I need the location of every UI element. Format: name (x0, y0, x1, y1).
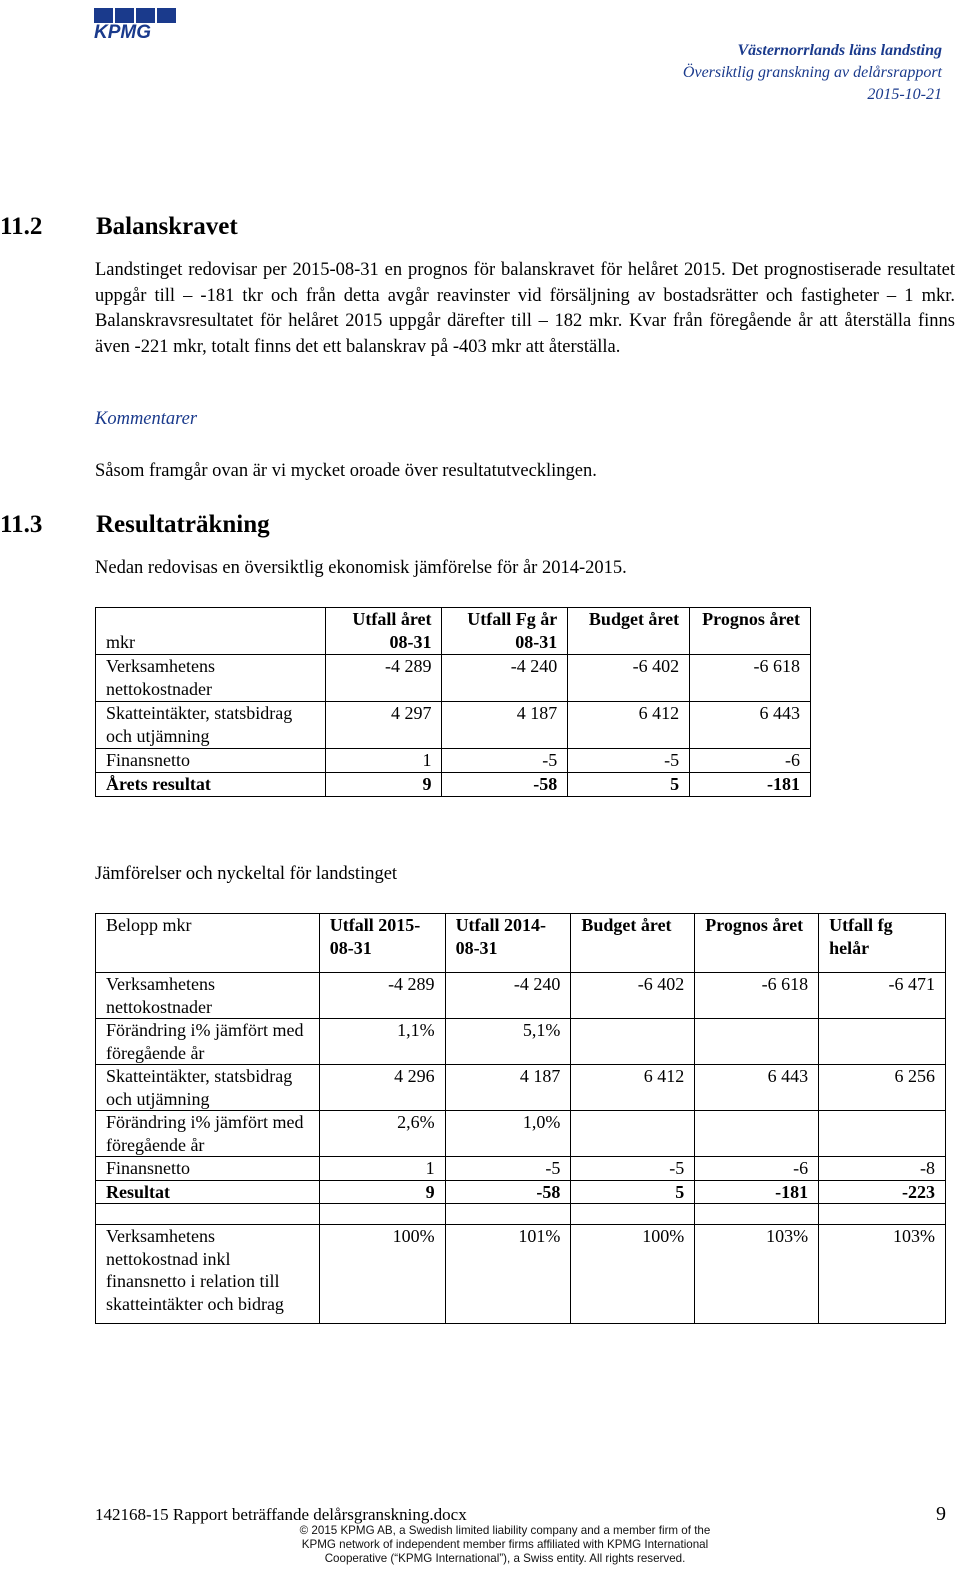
table-cell: -6 618 (695, 973, 819, 1019)
table-header-cell: Prognos året (690, 608, 811, 655)
table-cell: -5 (568, 749, 690, 773)
table-cell: 1,1% (319, 1019, 445, 1065)
row-label: Resultat (96, 1180, 320, 1204)
empty-cell (571, 1204, 695, 1225)
table-header-row (96, 914, 946, 973)
table-cell: 6 443 (690, 702, 811, 749)
table-cell: 1 (319, 1157, 445, 1181)
table-cell: -58 (445, 1180, 571, 1204)
document-header (683, 40, 942, 106)
table-cell: 5 (568, 773, 690, 797)
table-cell (571, 1111, 695, 1157)
row-label: Finansnetto (96, 749, 326, 773)
table-header-cell: Utfall året 08-31 (325, 608, 442, 655)
resultat-intro: Nedan redovisas en översiktlig ekonomisk jämförelse för år 2014-2015. (95, 558, 627, 578)
table-cell: -181 (695, 1180, 819, 1204)
table-header-cell: Utfall 2015-08-31 (319, 914, 445, 973)
table-row (96, 702, 811, 749)
table-cell: 4 296 (319, 1065, 445, 1111)
section-title-resultatrakning: Resultaträkning (96, 511, 270, 538)
table-cell (571, 1019, 695, 1065)
table-cell: -4 240 (445, 973, 571, 1019)
table-cell: -5 (442, 749, 568, 773)
nyckeltal-heading: Jämförelser och nyckeltal för landstinget (95, 864, 398, 884)
table-cell: -4 289 (325, 655, 442, 702)
balanskrav-paragraph: Landstinget redovisar per 2015-08-31 en prognos för balanskravet för helåret 2015. Det prognostiserade resultatet uppgår till – -181 tkr och från detta avgår reavinster vid försäljning av bostadsrätter och fastigheter – 1 mkr. Balanskravsresultatet för helåret 2015 uppgår därefter till – 182 mkr. Kvar från föregående år att återställa finns även -221 mkr, totalt finns det ett balanskrav på -403 mkr att återställa. (95, 260, 955, 357)
table-cell: 101% (445, 1225, 571, 1324)
table-cell: 1 (325, 749, 442, 773)
row-label: Årets resultat (96, 773, 326, 797)
table-cell: -8 (819, 1157, 946, 1181)
table-cell: 5 (571, 1180, 695, 1204)
table-spacer-row (96, 1204, 946, 1225)
section-number-11-2: 11.2 (0, 213, 43, 240)
row-label: Finansnetto (96, 1157, 320, 1181)
table-cell: 2,6% (319, 1111, 445, 1157)
table-cell: 6 412 (571, 1065, 695, 1111)
table-cell: 100% (571, 1225, 695, 1324)
table-cell: -6 402 (571, 973, 695, 1019)
svg-text:KPMG: KPMG (94, 22, 151, 40)
table-cell: -5 (571, 1157, 695, 1181)
header-date: 2015-10-21 (867, 86, 942, 103)
table-cell: 9 (325, 773, 442, 797)
section-number-11-3: 11.3 (0, 511, 43, 538)
row-label: Förändring i% jämfört med föregående år (96, 1111, 320, 1157)
table-header-row (96, 608, 811, 655)
table-cell (819, 1111, 946, 1157)
table-cell: -181 (690, 773, 811, 797)
table-row (96, 973, 946, 1019)
table-header-cell: Budget året (568, 608, 690, 655)
table-cell: -223 (819, 1180, 946, 1204)
table-cell: 4 187 (442, 702, 568, 749)
table-header-cell: Utfall fg helår (819, 914, 946, 973)
table-row (96, 1111, 946, 1157)
table-row (96, 749, 811, 773)
table-header-cell: Budget året (571, 914, 695, 973)
table-row-total (96, 1180, 946, 1204)
empty-cell (819, 1204, 946, 1225)
row-label: Verksamhetens nettokostnader (96, 655, 326, 702)
footer-document-name: 142168-15 Rapport beträffande delårsgranskning.docx (95, 1505, 467, 1524)
header-org: Västernorrlands läns landsting (737, 42, 942, 59)
page-number: 9 (936, 1503, 946, 1525)
table-header-cell: Prognos året (695, 914, 819, 973)
table-cell (695, 1019, 819, 1065)
table-cell: -5 (445, 1157, 571, 1181)
empty-cell (445, 1204, 571, 1225)
table-cell: 9 (319, 1180, 445, 1204)
table-cell: -6 (695, 1157, 819, 1181)
table-cell: -4 240 (442, 655, 568, 702)
table-cell (695, 1111, 819, 1157)
table-cell: 5,1% (445, 1019, 571, 1065)
table-cell: 103% (695, 1225, 819, 1324)
empty-cell (319, 1204, 445, 1225)
empty-cell (695, 1204, 819, 1225)
table-header-cell: mkr (96, 608, 326, 655)
table-row (96, 655, 811, 702)
table-cell: 4 297 (325, 702, 442, 749)
table-cell: -6 402 (568, 655, 690, 702)
row-label: Verksamhetens nettokostnader (96, 973, 320, 1019)
table-row (96, 1225, 946, 1324)
table-cell (819, 1019, 946, 1065)
footer-copyright: © 2015 KPMG AB, a Swedish limited liability company and a member firm of the KPMG network of independent member firms affiliated with KPMG International Cooperative (“KPMG International”), a Swiss entity. All rights reserved. (299, 1524, 711, 1565)
table-cell: -58 (442, 773, 568, 797)
table-cell: -6 471 (819, 973, 946, 1019)
table-cell: 103% (819, 1225, 946, 1324)
comments-heading: Kommentarer (95, 409, 198, 429)
table-row (96, 1065, 946, 1111)
resultat-table (95, 607, 811, 797)
empty-cell (96, 1204, 320, 1225)
table-header-cell: Belopp mkr (96, 914, 320, 973)
section-title-balanskravet: Balanskravet (96, 213, 238, 240)
row-label: Skatteintäkter, statsbidrag och utjämning (96, 1065, 320, 1111)
table-cell: 1,0% (445, 1111, 571, 1157)
nyckeltal-table (95, 913, 946, 1324)
row-label: Förändring i% jämfört med föregående år (96, 1019, 320, 1065)
table-cell: 6 256 (819, 1065, 946, 1111)
table-row (96, 1157, 946, 1181)
table-cell: -4 289 (319, 973, 445, 1019)
table-cell: -6 (690, 749, 811, 773)
table-row (96, 1019, 946, 1065)
header-report: Översiktlig granskning av delårsrapport (682, 64, 942, 81)
row-label: Skatteintäkter, statsbidrag och utjämning (96, 702, 326, 749)
table-cell: 6 443 (695, 1065, 819, 1111)
table-row-total (96, 773, 811, 797)
table-cell: 6 412 (568, 702, 690, 749)
table-header-cell: Utfall Fg år 08-31 (442, 608, 568, 655)
comment-text: Såsom framgår ovan är vi mycket oroade över resultatutvecklingen. (95, 461, 597, 481)
table-cell: 4 187 (445, 1065, 571, 1111)
kpmg-logo (92, 6, 182, 40)
row-label: Verksamhetens nettokostnad inkl finansnetto i relation till skatteintäkter och bidrag (96, 1225, 320, 1324)
table-cell: -6 618 (690, 655, 811, 702)
table-header-cell: Utfall 2014-08-31 (445, 914, 571, 973)
table-cell: 100% (319, 1225, 445, 1324)
